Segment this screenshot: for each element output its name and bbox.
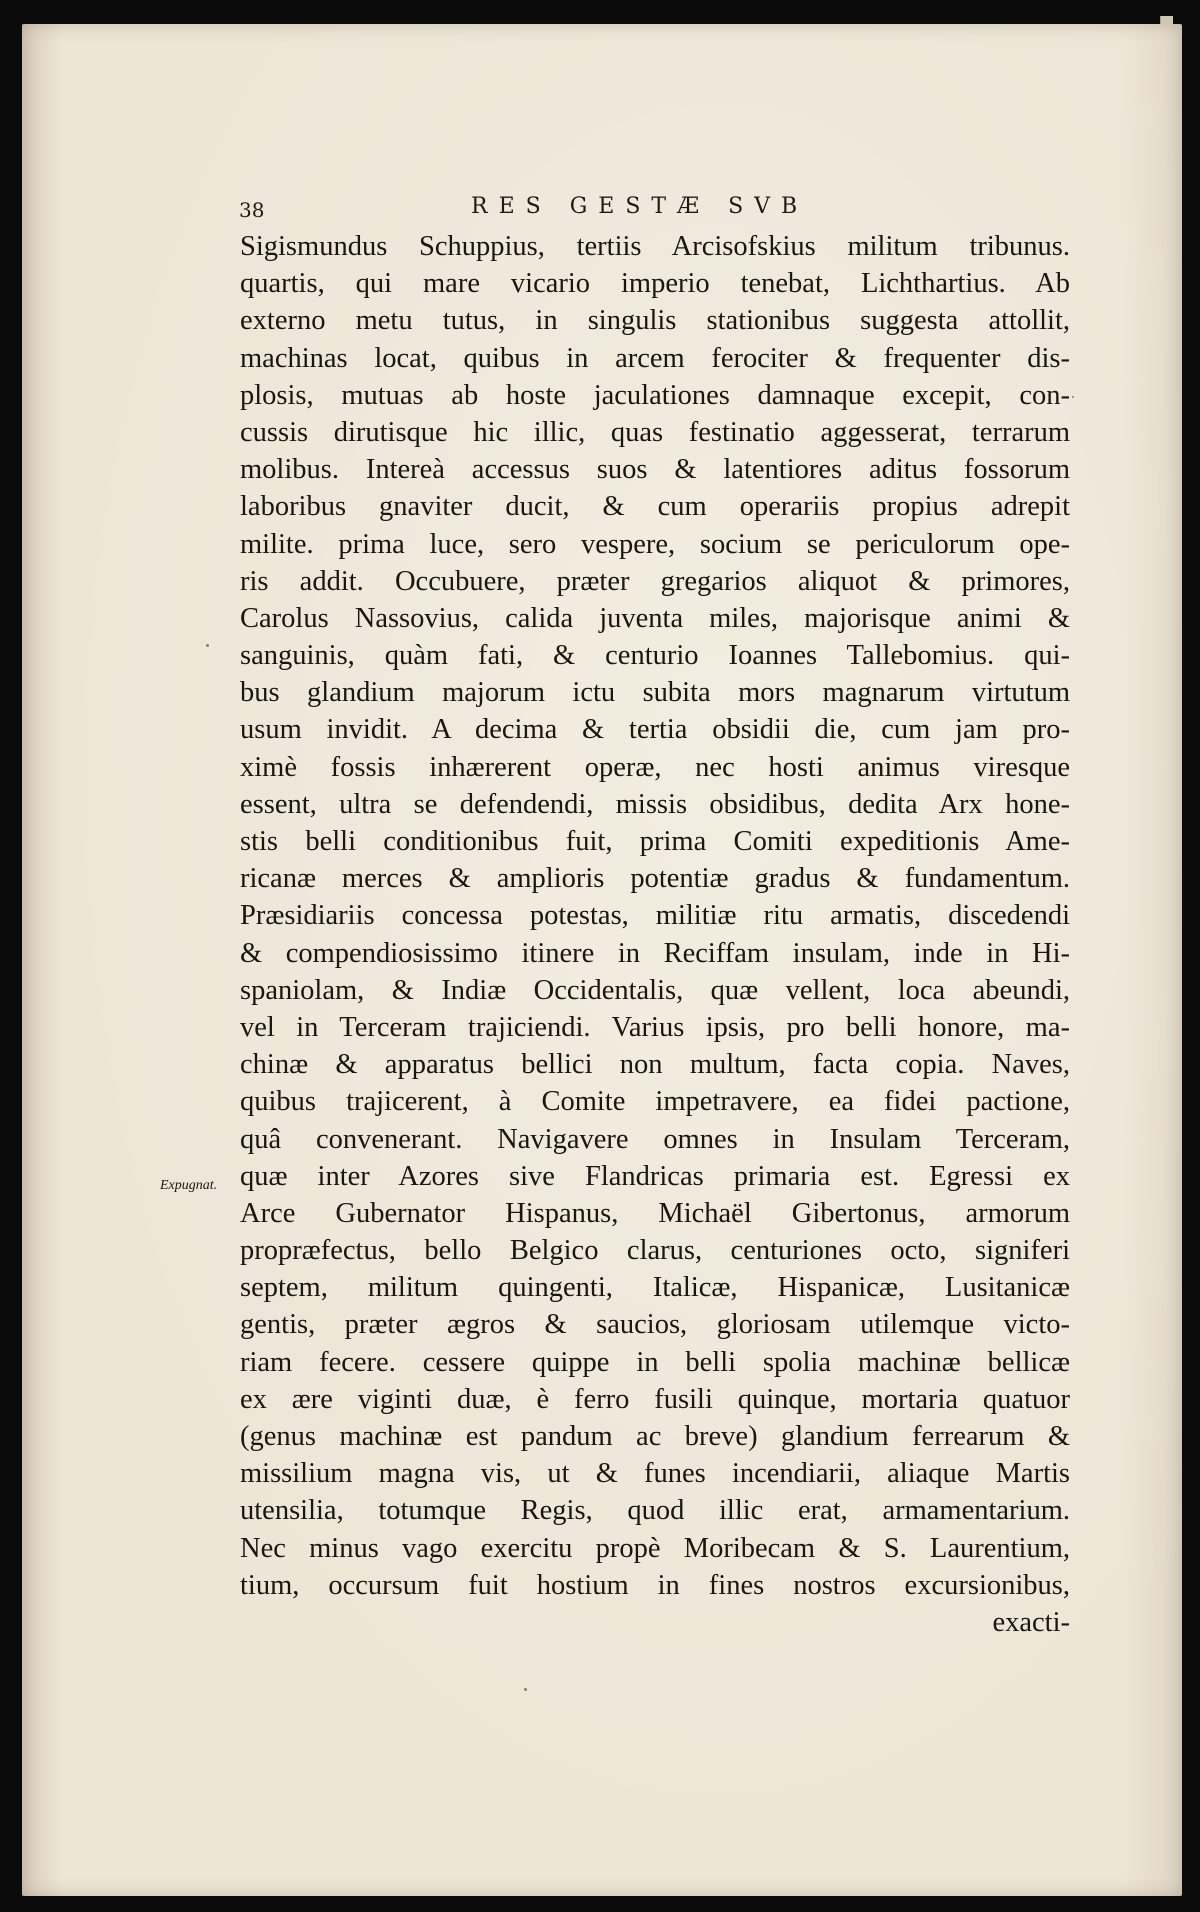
text-line: riam fecere. cessere quippe in belli spolia machinæ bellicæ [240,1346,1070,1378]
paper-speck [206,644,209,647]
text-line: machinas locat, quibus in arcem ferociter & frequenter dis- [240,342,1070,374]
text-line: ricanæ merces & amplioris potentiæ gradus & fundamentum. [240,863,1070,895]
text-line: utensilia, totumque Regis, quod illic erat, armamentarium. [240,1495,1070,1527]
paper-speck [524,1688,527,1691]
text-line: (genus machinæ est pandum ac breve) glandium ferrearum & [240,1421,1070,1452]
text-line: missilium magna vis, ut & funes incendiarii, aliaque Martis [240,1458,1070,1490]
text-line: cussis dirutisque hic illic, quas festinatio aggesserat, terrarum [240,416,1070,448]
text-line: externo metu tutus, in singulis stationibus suggesta attollit, [240,305,1070,337]
text-line: Sigismundus Schuppius, tertiis Arcisofskius militum tribunus. [240,231,1070,262]
text-line: & compendiosissimo itinere in Reciffam insulam, inde in Hi- [240,937,1070,969]
text-line: quibus trajicerent, à Comite impetravere, ea fidei pactione, [240,1086,1070,1118]
text-line: gentis, præter ægros & saucios, gloriosam utilemque victo- [240,1309,1070,1341]
text-line: quartis, qui mare vicario imperio tenebat, Lichthartius. Ab [240,268,1070,300]
text-line: Arce Gubernator Hispanus, Michaël Gibertonus, armorum [240,1197,1070,1229]
text-line: vel in Terceram trajiciendi. Varius ipsis, pro belli honore, ma- [240,1011,1070,1043]
text-line: Præsidiariis concessa potestas, militiæ ritu armatis, discedendi [240,900,1070,932]
text-line: ex ære viginti duæ, è ferro fusili quinque, mortaria quatuor [240,1383,1070,1415]
text-line: quâ convenerant. Navigavere omnes in Insulam Terceram, [240,1123,1070,1155]
text-line: molibus. Intereà accessus suos & latentiores aditus fossorum [240,454,1070,486]
paper-speck [1072,396,1074,398]
text-line: ximè fossis inhærerent operæ, nec hosti animus viresque [240,751,1070,783]
text-line: Carolus Nassovius, calida juventa miles, majorisque animi & [240,602,1070,634]
body-text [240,228,1070,1641]
text-line: stis belli conditionibus fuit, prima Comiti expeditionis Ame- [240,826,1070,857]
marginal-note: Expugnat. [160,1178,218,1193]
text-line: propræfectus, bello Belgico clarus, centuriones octo, signiferi [240,1235,1070,1267]
catchword: exacti- [992,1606,1070,1638]
running-head-title: RES GESTÆ SVB [471,194,809,219]
text-line: spaniolam, & Indiæ Occidentalis, quæ vellent, loca abeundi, [240,974,1070,1006]
text-line: Nec minus vago exercitu propè Moribecam & S. Laurentium, [240,1532,1070,1564]
text-line: chinæ & apparatus bellici non multum, facta copia. Naves, [240,1049,1070,1081]
page-number: 38 [239,198,265,222]
text-line: ris addit. Occubuere, præter gregarios aliquot & primores, [240,565,1070,597]
text-line: essent, ultra se defendendi, missis obsidibus, dedita Arx hone- [240,788,1070,820]
running-head [239,192,939,226]
text-line: septem, militum quingenti, Italicæ, Hispanicæ, Lusitanicæ [240,1272,1070,1304]
text-line: bus glandium majorum ictu subita mors magnarum virtutum [240,677,1070,709]
text-line: sanguinis, quàm fati, & centurio Ioannes Tallebomius. qui- [240,640,1070,672]
text-line: laboribus gnaviter ducit, & cum operariis propius adrepit [240,491,1070,523]
text-line: usum invidit. A decima & tertia obsidii die, cum jam pro- [240,714,1070,746]
text-line: tium, occursum fuit hostium in fines nostros excursionibus, [240,1569,1070,1601]
text-line: quæ inter Azores sive Flandricas primaria est. Egressi ex [240,1160,1070,1192]
text-line: milite. prima luce, sero vespere, socium se periculorum ope- [240,528,1070,560]
text-line: plosis, mutuas ab hoste jaculationes damnaque excepit, con- [240,379,1070,411]
book-page [22,24,1182,1896]
